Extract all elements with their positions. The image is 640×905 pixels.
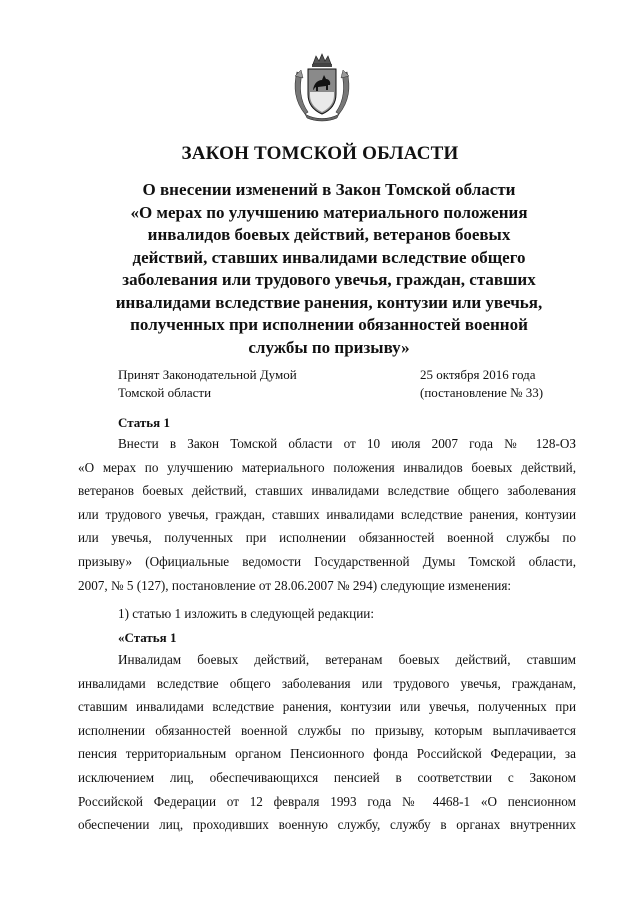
paragraph-line: 2007, № 5 (127), постановление от 28.06.2007 № 294) следующие изменения: xyxy=(78,577,512,593)
quoted-article-heading: «Статья 1 xyxy=(118,630,177,645)
paragraph-line: Инвалидам боевых действий, ветеранам боевых действий, ставшим xyxy=(118,652,576,667)
paragraph-line: Внести в Закон Томской области от 10 июля 2007 года № 128-ОЗ xyxy=(118,436,576,451)
adoption-resolution: (постановление № 33) xyxy=(420,384,544,400)
article-1-paragraph xyxy=(78,432,576,597)
law-subject-title xyxy=(83,179,575,359)
subject-line: «О мерах по улучшению материального положения xyxy=(130,202,528,222)
paragraph-line: призыву» (Официальные ведомости Государственной Думы Томской области, xyxy=(78,553,576,569)
adoption-body-line: Принят Законодательной Думой xyxy=(118,367,297,382)
paragraph-line: исключением лиц, обеспечивающихся пенсией в соответствии с Законом xyxy=(78,769,576,785)
paragraph-line: пенсия территориальным органом Пенсионного фонда Российской Федерации, за xyxy=(78,746,576,762)
subject-line: полученных при исполнении обязанностей военной xyxy=(130,315,528,334)
subject-line: инвалидами вследствие ранения, контузии или увечья, xyxy=(115,292,543,312)
subject-line: инвалидов боевых действий, ветеранов боевых xyxy=(147,225,511,244)
paragraph-line: инвалидами вследствие общего заболевания или трудового увечья, гражданам, xyxy=(78,675,576,691)
subject-line: службы по призыву» xyxy=(248,337,410,357)
subject-line: О внесении изменений в Закон Томской области xyxy=(142,180,516,199)
subject-line: заболевания или трудового увечья, граждан, ставших xyxy=(122,270,536,289)
paragraph-line: «О мерах по улучшению материального положения инвалидов боевых действий, xyxy=(78,459,576,475)
tomsk-oblast-coat-of-arms-icon xyxy=(291,52,353,122)
paragraph-line: или трудового увечья, граждан, ставших инвалидами вследствие ранения, контузии xyxy=(78,506,576,522)
amendment-item-1: 1) статью 1 изложить в следующей редакции: xyxy=(118,606,374,621)
adoption-date: 25 октября 2016 года xyxy=(420,367,536,382)
article-1-heading: Статья 1 xyxy=(118,415,170,430)
quoted-article-paragraph xyxy=(78,648,576,837)
paragraph-line: обеспечении лиц, проходивших военную службу, службу в органах внутренних xyxy=(78,817,576,833)
adoption-body-line: Томской области xyxy=(118,384,212,400)
paragraph-line: или увечья, полученных при исполнении обязанностей военной службы по xyxy=(78,530,576,546)
paragraph-line: исполнении обязанностей военной службы по призыву, которым выплачивается xyxy=(78,722,576,738)
paragraph-line: Российской Федерации от 12 февраля 1993 года № 4468-1 «О пенсионном xyxy=(78,793,576,809)
adoption-body xyxy=(118,366,297,401)
paragraph-line: ветеранов боевых действий, ставших инвалидами вследствие общего заболевания xyxy=(78,483,576,499)
law-title: ЗАКОН ТОМСКОЙ ОБЛАСТИ xyxy=(181,143,459,164)
paragraph-line: ставшим инвалидами вследствие ранения, контузии или увечья, полученных при xyxy=(78,699,576,715)
adoption-date-block xyxy=(420,366,543,401)
subject-line: действий, ставших инвалидами вследствие общего xyxy=(132,247,526,267)
